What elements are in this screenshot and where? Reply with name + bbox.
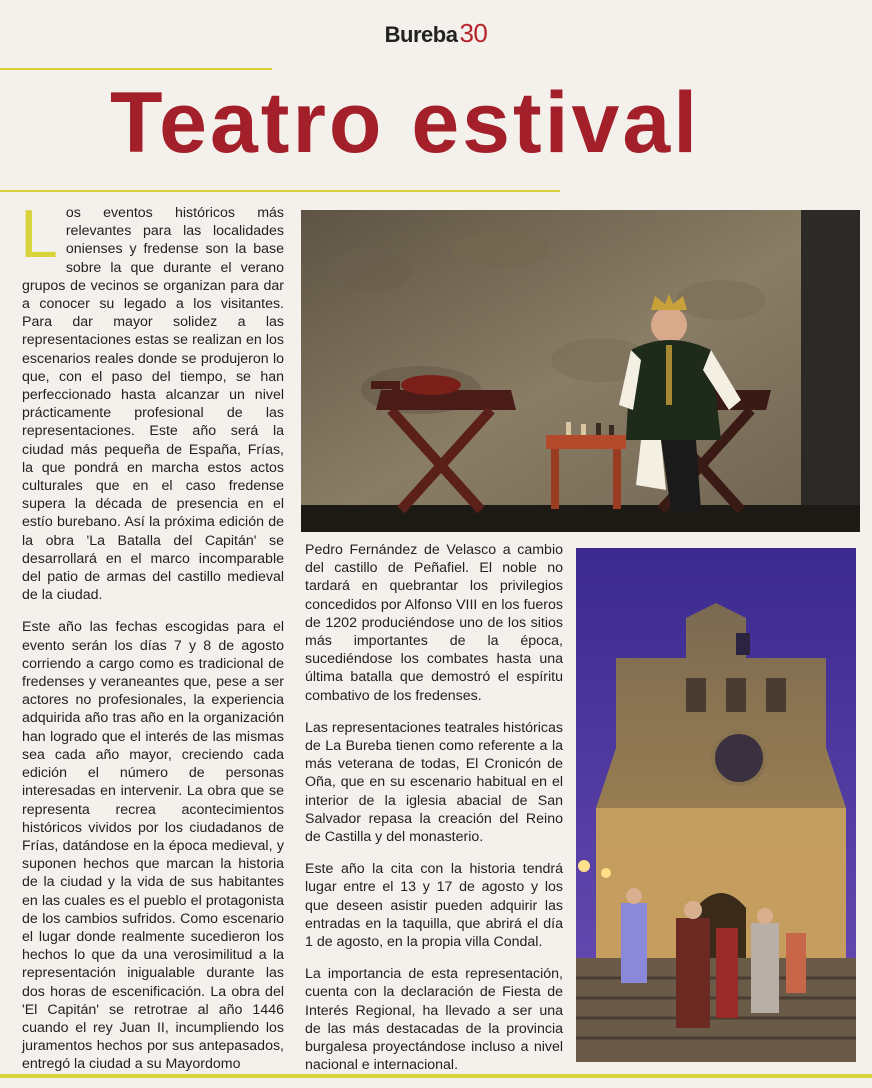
drop-cap: L: [20, 196, 58, 272]
paragraph: Las representaciones teatrales históricas de La Bureba tienen como referente a la más veterana de todas, El Cronicón de Oña, que en su escenario habitual en el interior de la iglesia abacial de San Salvador repasa la creación del Reino de Castilla y del monasterio.: [305, 719, 563, 846]
paragraph: Este año las fechas escogidas para el evento serán los días 7 y 8 de agosto corriendo a cargo como es tradicional de fredenses y veraneantes que, pese a ser actores no profesionales, la experiencia adquirida año tras año en la organización han logrado que el interés de las mismas sea cada año mayor, creciendo cada edición el número de personas interesadas en intervenir. La obra que se representa recrea acontecimientos históricos vividos por los ciudadanos de Frías, datándose en la época medieval, y suponen hechos que marcan la historia de la ciudad y la vida de sus habitantes en las cuales es el pueblo el protagonista de los cambios sufridos. Como escenario el lugar donde realmente sucedieron los hechos lo que da una verosimilitud a la representación inigualable durante las dos horas de escenificación. La obra del 'El Capitán' se retrotrae al año 1446 cuando el rey Juan II, incumpliendo los juramentos hechos por sus antepasados, entregó la ciudad a su Mayordomo: [22, 619, 284, 1073]
brand-number: 30: [459, 18, 488, 48]
masthead-logo: [0, 18, 872, 49]
photo-king-chess-scene: [301, 210, 860, 532]
text-column-left: [20, 196, 284, 1088]
paragraph: La importancia de esta representación, cuenta con la declaración de Fiesta de Interés Regional, ha llevado a ser una de las más destacadas de la provincia burgalesa proyectándose incluso a nivel nacional e internacional.: [305, 966, 563, 1074]
paragraph: Este año la cita con la historia tendrá lugar entre el 13 y 17 de agosto y los que deseen asistir pueden adquirir las entradas en la taquilla, que abrirá el día 1 de agosto, en la propia villa Condal.: [305, 861, 563, 951]
top-accent-rule: [0, 68, 272, 70]
paragraph: Los eventos históricos más relevantes para las localidades onienses y fredense son la base sobre la que durante el verano grupos de vecinos se organizan para dar a conocer su legado a los visitantes. Para dar mayor solidez a las representaciones estas se realizan en los escenarios reales donde se produjeron lo que, con el paso del tiempo, se han perfeccionado hasta alcanzar un nivel prácticamente profesional de las representaciones. Este año será la ciudad más pequeña de España, Frías, la que pondrá en marcha estos actos culturales que en el caso fredense supera la década de presencia en el estío burebano. Así la próxima edición de la obra 'La Batalla del Capitán' se desarrollará en el marco incomparable del patio de armas del castillo medieval de la ciudad.: [20, 196, 284, 604]
article-title: Teatro estival: [110, 75, 701, 171]
brand-name: Bureba: [384, 22, 458, 47]
title-accent-rule: [0, 190, 560, 192]
text-column-middle: [305, 541, 563, 1088]
photo-church-facade-night: [576, 548, 856, 1062]
paragraph: Pedro Fernández de Velasco a cambio del castillo de Peñafiel. El noble no tardará en quebrantar los privilegios concedidos por Alfonso VIII en los fueros de 1202 produciéndose uno de los sitios más importantes de la época, sucediéndose los combates hasta una última batalla que demostró el espíritu combativo de los fredenses.: [305, 542, 563, 704]
